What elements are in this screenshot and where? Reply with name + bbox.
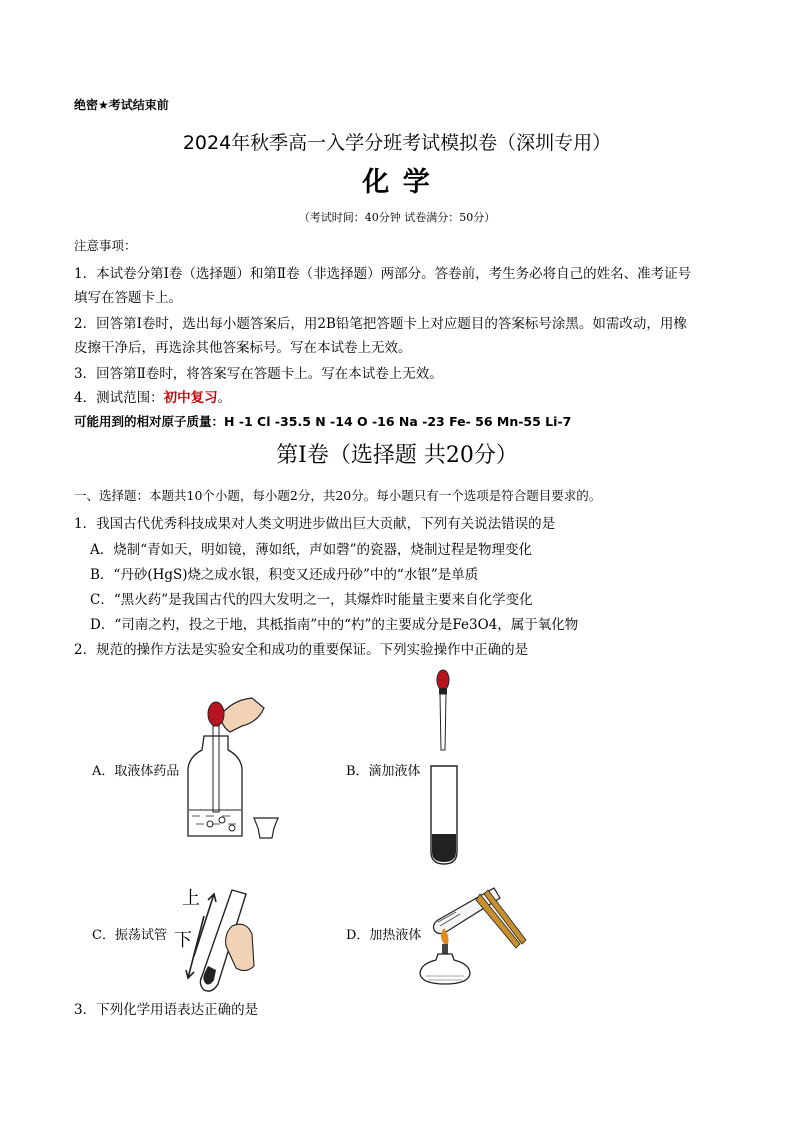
exam-title: 2024年秋季高一入学分班考试模拟卷（深圳专用） xyxy=(182,132,612,154)
notes-label: 注意事项： xyxy=(74,238,137,253)
figure-heat-liquid xyxy=(420,880,530,986)
lamp-liquid-hatch xyxy=(426,976,464,980)
dropper-tube xyxy=(440,694,446,750)
section-intro: 一、选择题：本题共10个小题，每小题2分，共20分。每小题只有一个选项是符合题目要求的。 xyxy=(74,488,602,503)
q1-stem: 1．我国古代优秀科技成果对人类文明进步做出巨大贡献，下列有关说法错误的是 xyxy=(74,516,556,532)
note-line: 3．回答第Ⅱ卷时，将答案写在答题卡上。写在本试卷上无效。 xyxy=(74,366,443,382)
dropper-bulb xyxy=(437,670,449,690)
dropper-bulb xyxy=(208,702,224,726)
scope-suffix: 。 xyxy=(217,390,232,406)
note-line: 皮擦干净后，再选涂其他答案标号。写在本试卷上无效。 xyxy=(74,340,412,356)
alcohol-lamp xyxy=(420,954,470,984)
q1-option-c: C．“黑火药”是我国古代的四大发明之一，其爆炸时能量主要来自化学变化 xyxy=(90,592,533,608)
q2-option-d-label: D．加热液体 xyxy=(346,928,422,943)
q1-option-d: D．“司南之杓，投之于地，其柢指南”中的“杓”的主要成分是Fe3O4，属于氧化物 xyxy=(90,617,579,633)
subject-title: 化 学 xyxy=(362,167,432,198)
dropper-neck xyxy=(439,688,447,694)
figure-shake-tube xyxy=(174,886,264,996)
q1-option-b: B．“丹砂(HgS)烧之成水银，积变又还成丹砂”中的“水银”是单质 xyxy=(90,567,479,583)
q2-option-c-label: C．振荡试管 xyxy=(92,928,167,943)
exam-info: （考试时间：40分钟 试卷满分：50分） xyxy=(298,211,496,224)
section-title: 第Ⅰ卷（选择题 共20分） xyxy=(276,443,518,468)
arrow-down-label: 下 xyxy=(174,930,192,951)
figure-drop-liquid xyxy=(426,666,462,866)
atomic-masses: 可能用到的相对原子质量：H -1 Cl -35.5 N -14 O -16 Na -23 Fe- 56 Mn-55 Li-7 xyxy=(74,414,572,429)
note-line: 填写在答题卡上。 xyxy=(74,290,182,306)
q1-option-a: A．烧制“青如天，明如镜，薄如纸，声如磬”的瓷器，烧制过程是物理变化 xyxy=(90,542,533,558)
tube-holder xyxy=(476,890,526,948)
note-scope xyxy=(74,386,231,406)
confidential-label: 绝密★考试结束前 xyxy=(74,98,169,112)
q2-option-a-label: A．取液体药品 xyxy=(92,764,180,779)
q2-option-b-label: B．滴加液体 xyxy=(346,764,421,779)
hand-illustration xyxy=(220,698,264,732)
hand-illustration xyxy=(226,924,254,970)
scope-value: 初中复习 xyxy=(163,390,218,406)
bubble xyxy=(219,817,225,823)
q3-stem: 3．下列化学用语表达正确的是 xyxy=(74,1002,259,1018)
note-line: 1．本试卷分第Ⅰ卷（选择题）和第Ⅱ卷（非选择题）两部分。答卷前，考生务必将自己的姓名、准考证号 xyxy=(74,266,692,282)
tube-liquid xyxy=(432,834,456,862)
bottle-stopper xyxy=(254,818,278,838)
bubble xyxy=(229,825,235,831)
note-line: 2．回答第Ⅰ卷时，选出每小题答案后，用2B铅笔把答题卡上对应题目的答案标号涂黑。如需改动，用橡 xyxy=(74,316,687,332)
liquid-hatch xyxy=(192,816,236,824)
scope-prefix: 4．测试范围： xyxy=(74,390,164,406)
figure-take-liquid xyxy=(180,688,280,843)
q2-stem: 2．规范的操作方法是实验安全和成功的重要保证。下列实验操作中正确的是 xyxy=(74,642,529,658)
dropper-tube xyxy=(213,726,219,812)
lamp-wick xyxy=(442,944,448,954)
arrow-up-label: 上 xyxy=(182,888,200,909)
